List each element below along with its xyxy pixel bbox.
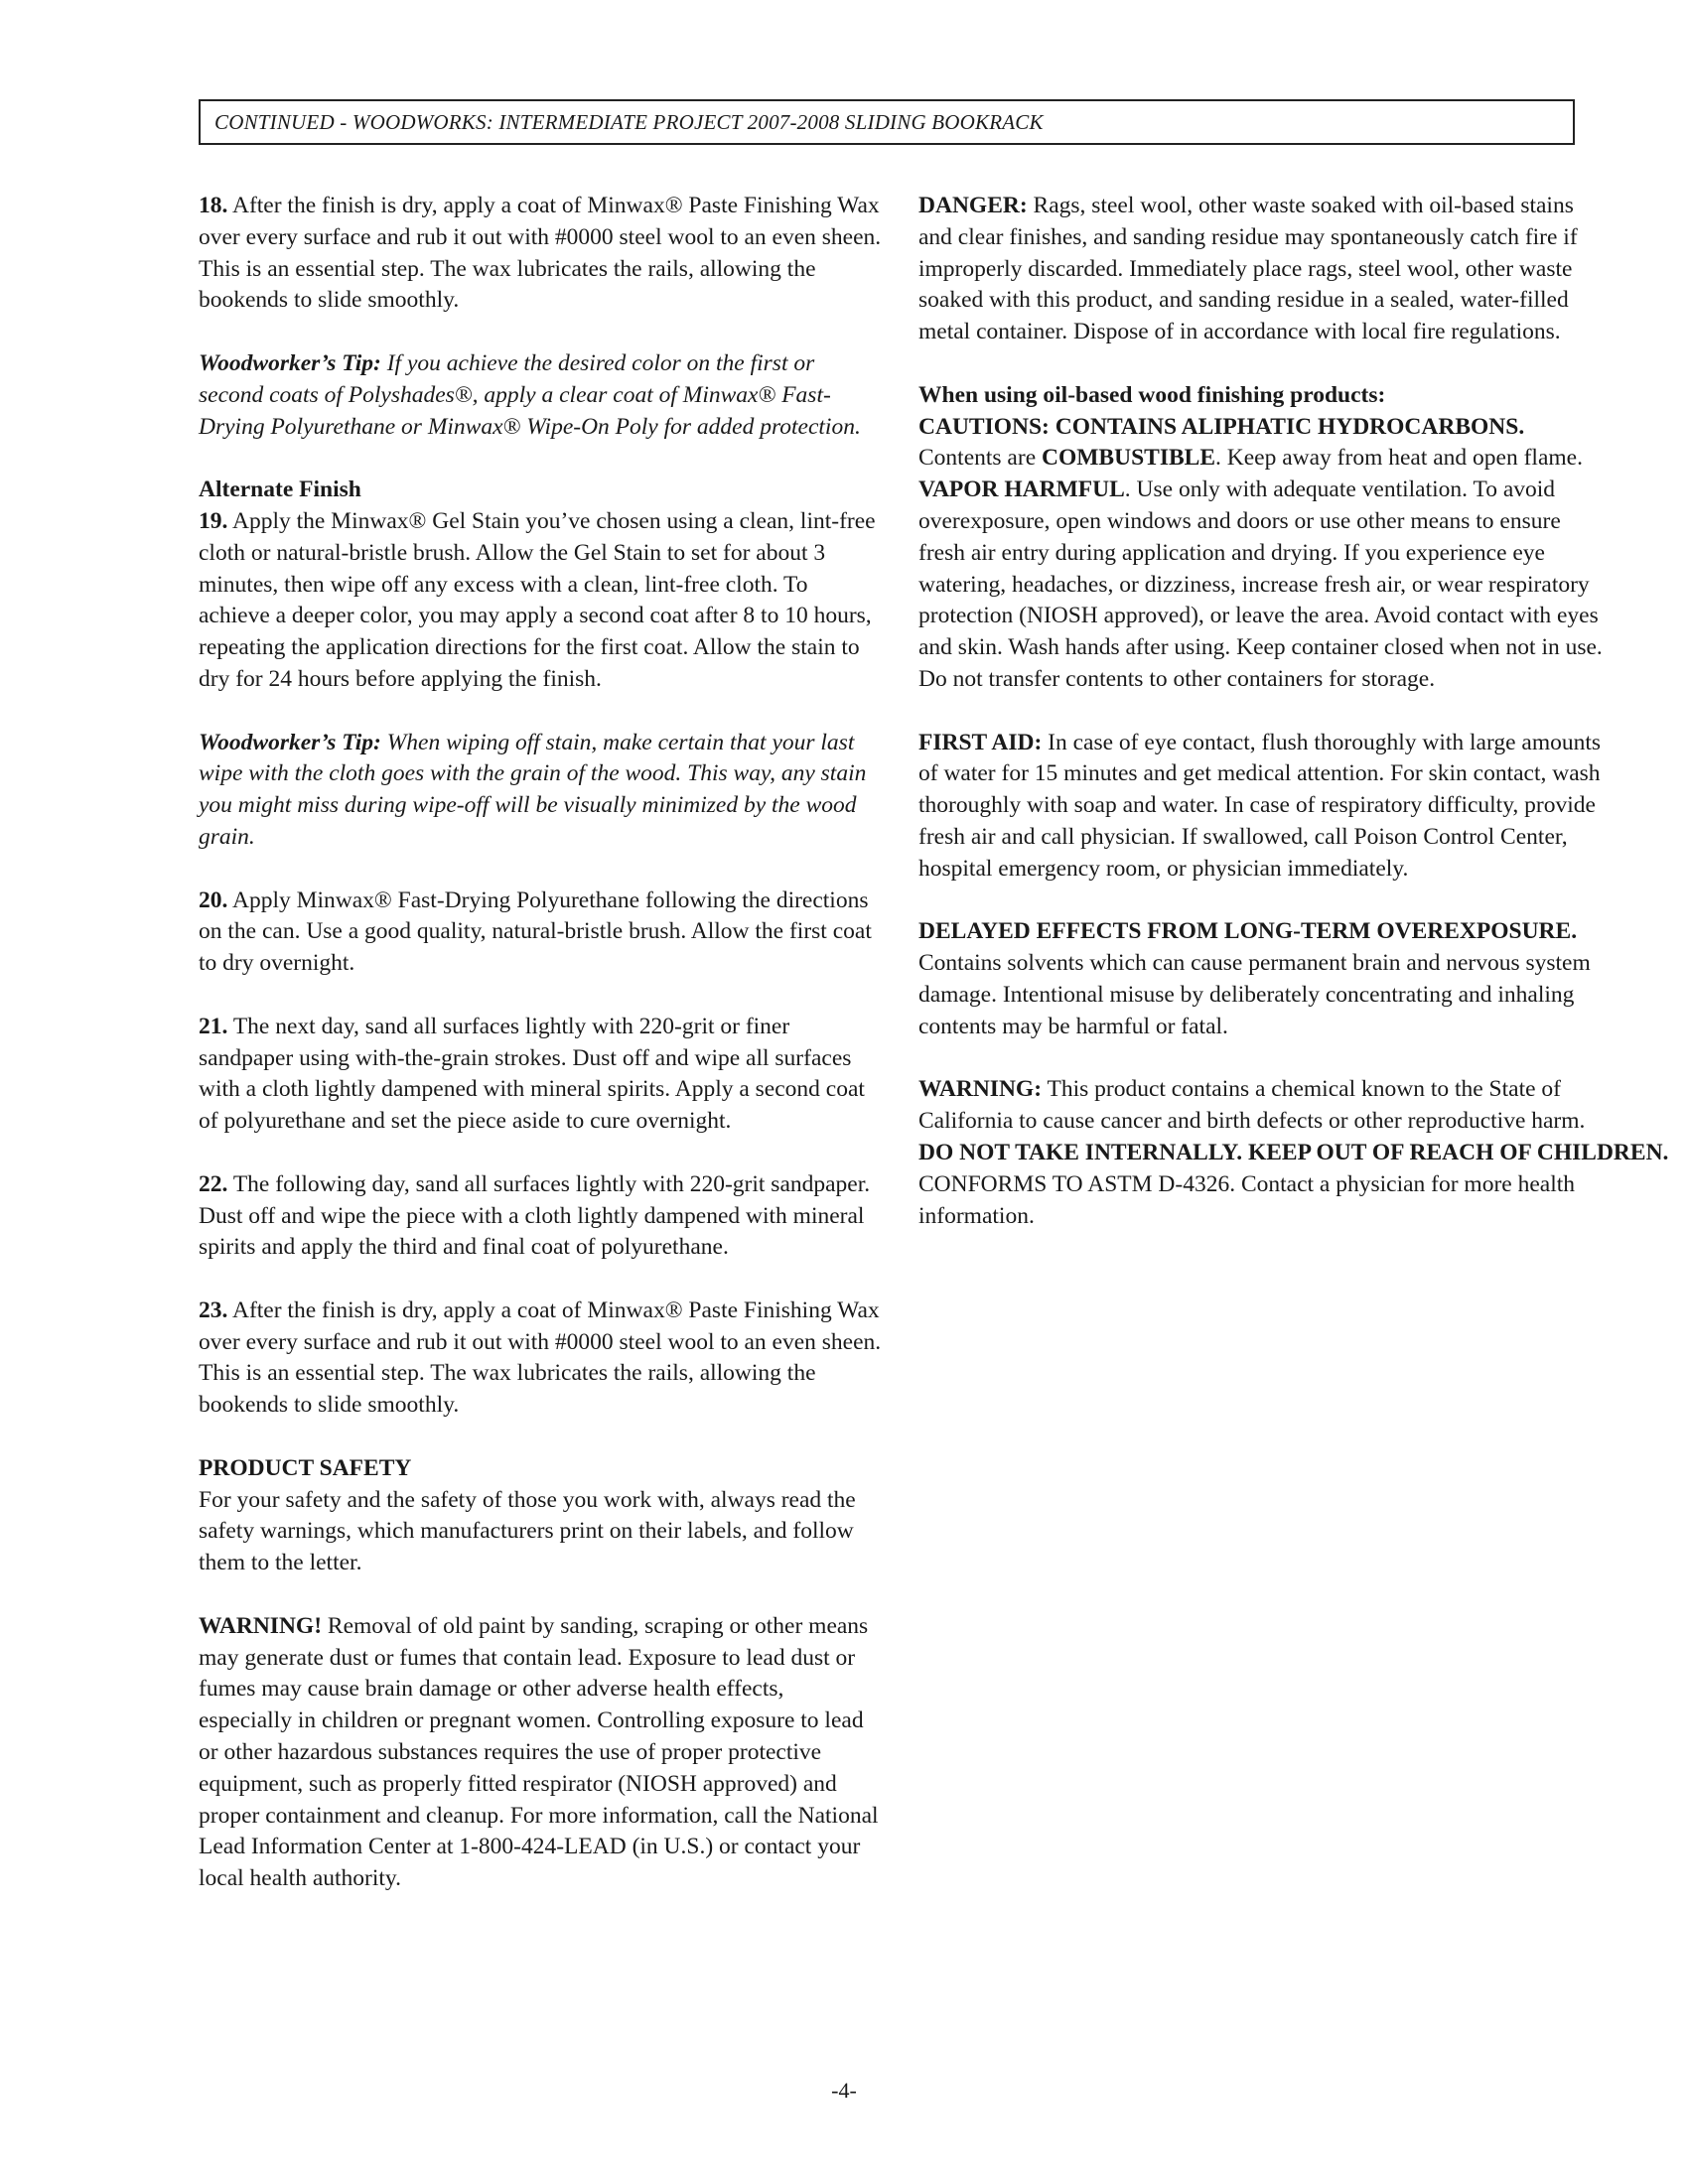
step-19-number: 19. [199,507,228,534]
danger-text: Rags, steel wool, other waste soaked with oil-based stains and clear finishes, and sanding residue may spontaneously catch fire if improperly discarded. Immediately place rags, steel wool, other waste soaked with this product, and sanding residue in a sealed, water-filled metal container. Dispose of in accordance with local fire regulations. [918,193,1578,345]
left-column [199,191,882,1927]
step-20 [199,886,882,980]
step-20-text: Apply Minwax® Fast-Drying Polyurethane following the directions on the can. Use a good quality, natural-bristle brush. Allow the first coat to dry overnight. [199,887,872,977]
danger-label: DANGER: [918,193,1028,218]
step-18-number: 18. [199,193,228,218]
oil-based-heading: When using oil-based wood finishing products: [918,381,1386,408]
step-18 [199,191,882,317]
step-18-text: After the finish is dry, apply a coat of Minwax® Paste Finishing Wax over every surface and rub it out with #0000 steel wool to an even sheen. This is an essential step. The wax lubricates the rails, allowing the bookends to slide smoothly. [199,193,882,314]
step-19-text: Apply the Minwax® Gel Stain you’ve chosen using a clean, lint-free cloth or natural-bristle brush. Allow the Gel Stain to set for about 3 minutes, then wipe off any excess with a clean, lint-free cloth. To achieve a deeper color, you may apply a second coat after 8 to 10 hours, repeating the application directions for the first coat. Allow the stain to dry for 24 hours before applying the finish. [199,507,876,692]
header-box [199,99,1575,145]
tip-1-text: If you achieve the desired color on the first or second coats of Polyshades®, apply a clear coat of Minwax® Fast-Drying Polyurethane or Minwax® Wipe-On Poly for added protection. [199,349,861,440]
california-warning-text: This product contains a chemical known to the State of California to cause cancer and birth defects or other reproductive harm. [918,1076,1586,1135]
step-21 [199,1012,882,1138]
first-aid-label: FIRST AID: [918,729,1043,755]
step-22-number: 22. [199,1170,228,1197]
conforms-text: CONFORMS TO ASTM D-4326. Contact a physician for more health information. [918,1170,1576,1229]
contents-pre: Contents are [918,445,1037,472]
tip-2 [199,728,882,854]
vapor-notice [918,475,1604,696]
vapor-text: . Use only with adequate ventilation. To avoid overexposure, open windows and doors or use other means to ensure fresh air entry during application and drying. If you experience eye watering, headaches, or dizziness, increase fresh air, or wear respiratory protection (NIOSH approved), or leave the area. Avoid contact with eyes and skin. Wash hands after using. Keep container closed when not in use. Do not transfer contents to other containers for storage. [918,477,1603,692]
first-aid-text: In case of eye contact, flush thoroughly with large amounts of water for 15 minutes and get medical attention. For skin contact, wash thoroughly with soap and water. In case of respiratory difficulty, provide fresh air and call physician. If swallowed, call Poison Control Center, hospital emergency room, or physician immediately. [918,729,1602,882]
cautions-heading: CAUTIONS: CONTAINS ALIPHATIC HYDROCARBONS. [918,413,1525,440]
tip-2-text: When wiping off stain, make certain that your last wipe with the cloth goes with the grain of the wood. This way, any stain you might miss during wipe-off will be visually minimized by the wood grain. [199,729,867,850]
lead-warning-label: WARNING! [199,1612,323,1639]
tip-2-label: Woodworker’s Tip: [199,729,381,755]
header-title: CONTINUED - WOODWORKS: INTERMEDIATE PROJECT 2007-2008 SLIDING BOOKRACK [214,110,1044,134]
danger-notice [918,191,1604,348]
page-number: -4- [831,2078,857,2103]
step-23-text: After the finish is dry, apply a coat of Minwax® Paste Finishing Wax over every surface and rub it out with #0000 steel wool to an even sheen. This is an essential step. The wax lubricates the rails, allowing the bookends to slide smoothly. [199,1297,882,1419]
step-22 [199,1169,882,1264]
step-22-text: The following day, sand all surfaces lightly with 220-grit sandpaper. Dust off and wipe the piece with a cloth lightly dampened with mineral spirits and apply the third and final coat of polyurethane. [199,1170,871,1261]
step-19 [199,506,882,696]
combustible-line [918,443,1604,475]
delayed-effects-heading: DELAYED EFFECTS FROM LONG-TERM OVEREXPOSURE. [918,918,1578,945]
lead-warning [199,1611,882,1895]
california-warning [918,1074,1604,1138]
product-safety-text: For your safety and the safety of those you work with, always read the safety warnings, which manufacturers print on their labels, and follow them to the letter. [199,1486,856,1576]
combustible-label: COMBUSTIBLE [1042,445,1215,472]
step-20-number: 20. [199,887,228,913]
lead-warning-text: Removal of old paint by sanding, scraping or other means may generate dust or fumes that contain lead. Exposure to lead dust or fumes may cause brain damage or other adverse health effects, especially in children or pregnant women. Controlling exposure to lead or other hazardous substances requires the use of proper protective equipment, such as properly fitted respirator (NIOSH approved) and proper containment and cleanup. For more information, call the National Lead Information Center at 1-800-424-LEAD (in U.S.) or contact your local health authority. [199,1612,879,1892]
vapor-label: VAPOR HARMFUL [918,477,1125,503]
step-21-number: 21. [199,1013,228,1039]
do-not-take-internally: DO NOT TAKE INTERNALLY. KEEP OUT OF REACH OF CHILDREN. [918,1139,1669,1165]
alternate-finish-heading: Alternate Finish [199,477,361,503]
step-21-text: The next day, sand all surfaces lightly with 220-grit or finer sandpaper using with-the-grain strokes. Dust off and wipe all surfaces with a cloth lightly dampened with mineral spirits. Apply a second coat of polyurethane and set the piece aside to cure overnight. [199,1013,865,1135]
product-safety-heading: PRODUCT SAFETY [199,1454,412,1481]
first-aid [918,728,1604,886]
tip-1-label: Woodworker’s Tip: [199,349,381,376]
california-warning-label: WARNING: [918,1076,1043,1103]
delayed-effects-text: Contains solvents which can cause permanent brain and nervous system damage. Intentional misuse by deliberately concentrating and inhaling contents may be harmful or fatal. [918,950,1591,1039]
step-23-number: 23. [199,1297,228,1323]
right-column [918,191,1669,1232]
step-23 [199,1296,882,1422]
tip-1 [199,348,882,443]
contents-post: . Keep away from heat and open flame. [1215,445,1583,472]
